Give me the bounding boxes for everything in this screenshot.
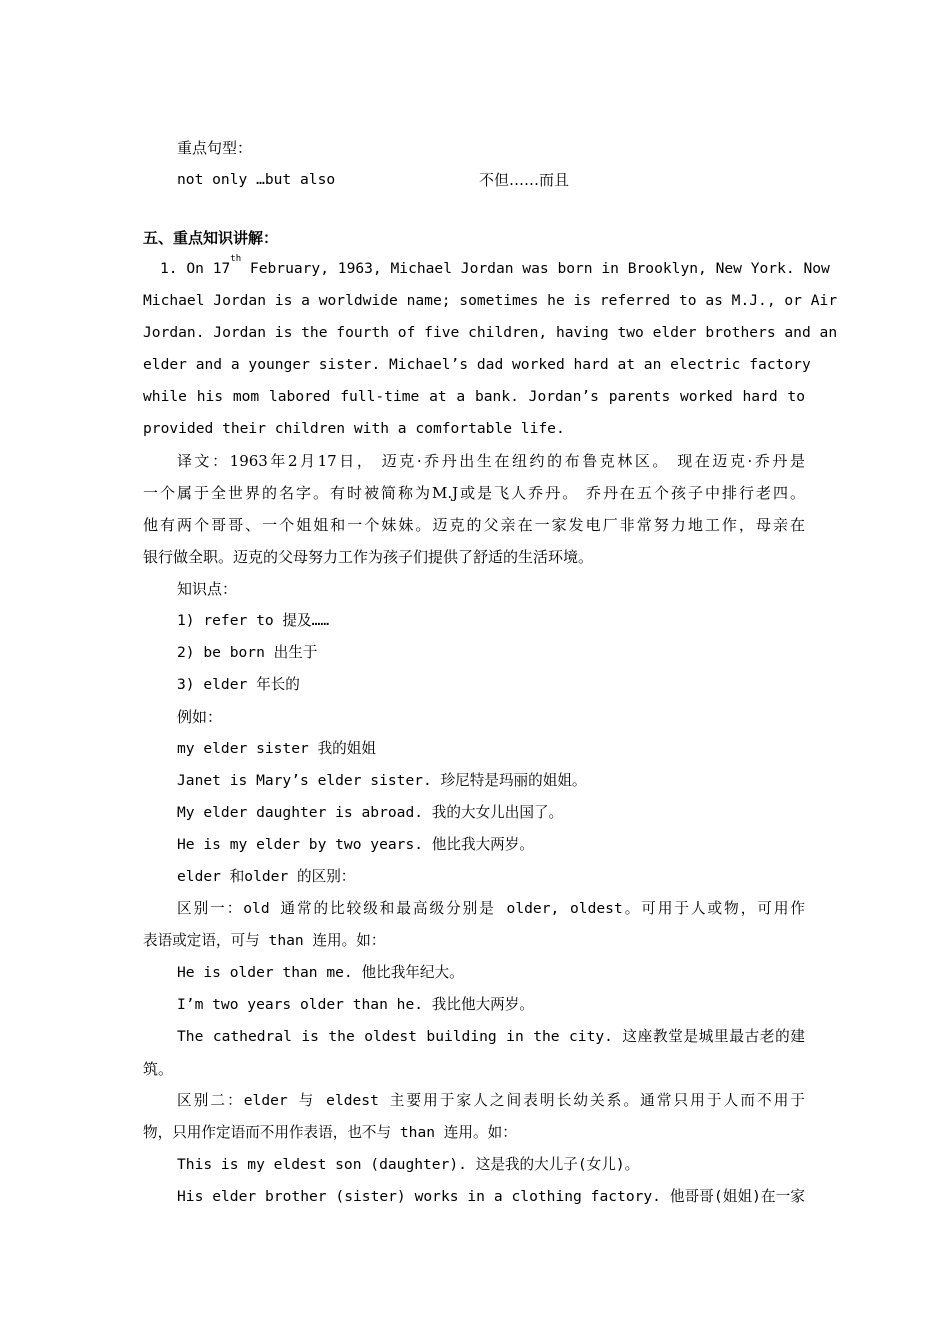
difference-1-line1: 区别一：old 通常的比较级和最高级分别是 older, oldest。可用于人或物，可用作 — [177, 900, 805, 917]
key-sentence-meaning: 不但……而且 — [479, 171, 570, 189]
difference-2-line2: 物，只用作定语而不用作表语，也不与 than 连用。如： — [143, 1124, 517, 1141]
para1-line6: provided their children with a comfortable life. — [143, 420, 565, 437]
translation-line2: 一个属于全世界的名字。有时被简称为M.J或是飞人乔丹。 乔丹在五个孩子中排行老四。 — [143, 484, 805, 502]
difference-title: elder 和older 的区别： — [177, 868, 356, 885]
difference-1-line2: 表语或定语，可与 than 连用。如： — [143, 932, 386, 949]
translation-line3: 他有两个哥哥、一个姐姐和一个妹妹。迈克的父亲在一家发电厂非常努力地工作，母亲在 — [143, 516, 805, 534]
para1-line3: Jordan. Jordan is the fourth of five children, having two elder brothers and an — [143, 324, 838, 341]
para1-line2: Michael Jordan is a worldwide name; sometimes he is referred to as M.J., or Air — [143, 292, 838, 309]
para1-line5: while his mom labored full-time at a bank. Jordan’s parents worked hard to — [143, 388, 805, 405]
translation-line1: 译文：1963年2月17日， 迈克·乔丹出生在纽约的布鲁克林区。 现在迈克·乔丹是 — [177, 452, 805, 470]
section-title: 五、重点知识讲解： — [143, 229, 279, 247]
difference-1-example-2: I’m two years older than he. 我比他大两岁。 — [177, 996, 534, 1013]
translation-line4: 银行做全职。迈克的父母努力工作为孩子们提供了舒适的生活环境。 — [143, 548, 594, 566]
point-2: 2) be born 出生于 — [177, 644, 318, 661]
example-2: Janet is Mary’s elder sister. 珍尼特是玛丽的姐姐。 — [177, 772, 587, 789]
para1-line4: elder and a younger sister. Michael’s dad worked hard at an electric factory — [143, 356, 811, 373]
points-heading: 知识点： — [177, 580, 238, 598]
difference-2-line1: 区别二：elder 与 eldest 主要用于家人之间表明长幼关系。通常只用于人而不用于 — [177, 1092, 805, 1109]
example-3: My elder daughter is abroad. 我的大女儿出国了。 — [177, 804, 564, 821]
difference-2-example-1: This is my eldest son (daughter). 这是我的大儿子(女儿)。 — [177, 1156, 640, 1173]
example-1: my elder sister 我的姐姐 — [177, 740, 376, 757]
key-sentence-heading: 重点句型： — [177, 139, 253, 157]
point-3: 3) elder 年长的 — [177, 676, 300, 693]
difference-1-example-3-line2: 筑。 — [143, 1060, 174, 1078]
difference-2-example-2: His elder brother (sister) works in a clothing factory. 他哥哥(姐姐)在一家 — [177, 1188, 805, 1205]
para1-line1: 1. On 17th February, 1963, Michael Jordan was born in Brooklyn, New York. Now — [160, 254, 830, 277]
example-4: He is my elder by two years. 他比我大两岁。 — [177, 836, 534, 853]
difference-1-example-1: He is older than me. 他比我年纪大。 — [177, 964, 464, 981]
point-1: 1) refer to 提及…… — [177, 612, 330, 629]
key-sentence-pattern: not only …but also — [177, 171, 336, 188]
difference-1-example-3-line1: The cathedral is the oldest building in the city. 这座教堂是城里最古老的建 — [177, 1028, 805, 1045]
example-label: 例如： — [177, 708, 223, 726]
